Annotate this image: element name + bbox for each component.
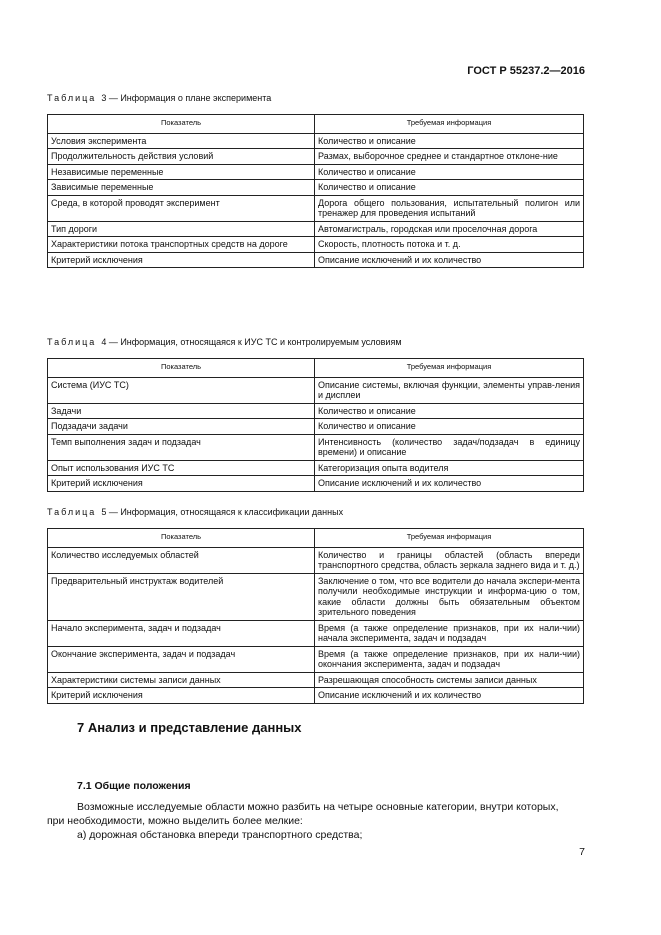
table4-col2-header: Требуемая информация — [315, 359, 584, 378]
subsection-heading: 7.1 Общие положения — [77, 780, 191, 792]
table-cell: Дорога общего пользования, испытательный полигон или тренажер для проведения испытаний — [315, 195, 584, 221]
table3-header-row — [48, 115, 584, 134]
table5-caption — [47, 507, 343, 517]
table-cell: Критерий исключения — [48, 476, 315, 492]
table-cell: Независимые переменные — [48, 164, 315, 180]
table-row — [48, 688, 584, 704]
table5-col2-header: Требуемая информация — [315, 529, 584, 548]
table-cell: Заключение о том, что все водители до начала экспери-мента получили необходимые инструкции и информа-цию о том, какие области должны быть обязательным объектом зрительного поведения — [315, 573, 584, 620]
table-row — [48, 252, 584, 268]
table-cell: Размах, выборочное среднее и стандартное отклоне-ние — [315, 149, 584, 165]
table-row — [48, 403, 584, 419]
table-cell: Характеристики потока транспортных средств на дороге — [48, 237, 315, 253]
table-cell: Разрешающая способность системы записи данных — [315, 672, 584, 688]
table-cell: Зависимые переменные — [48, 180, 315, 196]
list-item-a: а) дорожная обстановка впереди транспортного средства; — [77, 829, 363, 841]
table-cell: Описание системы, включая функции, элементы управ-ления и дисплеи — [315, 377, 584, 403]
table-cell: Количество и описание — [315, 164, 584, 180]
table-cell: Количество и описание — [315, 419, 584, 435]
table-row — [48, 195, 584, 221]
table5-caption-text: 5 — Информация, относящаяся к классификации данных — [101, 507, 344, 517]
table5-caption-label: Таблица — [47, 507, 97, 517]
table-cell: Категоризация опыта водителя — [315, 460, 584, 476]
table3 — [47, 114, 584, 268]
table-cell: Количество и границы областей (область впереди транспортного средства, область зеркала заднего вида и т. д.) — [315, 547, 584, 573]
table-row — [48, 573, 584, 620]
table4-col1-header: Показатель — [48, 359, 315, 378]
paragraph-line-1: Возможные исследуемые области можно разбить на четыре основные категории, внутри которых, — [77, 801, 559, 813]
page-number: 7 — [579, 846, 585, 858]
table-cell: Темп выполнения задач и подзадач — [48, 434, 315, 460]
table-row — [48, 672, 584, 688]
table-cell: Опыт использования ИУС ТС — [48, 460, 315, 476]
table-cell: Тип дороги — [48, 221, 315, 237]
table-cell: Условия эксперимента — [48, 133, 315, 149]
table-row — [48, 419, 584, 435]
table-cell: Критерий исключения — [48, 688, 315, 704]
table4 — [47, 358, 584, 492]
table5-header-row — [48, 529, 584, 548]
table-cell: Продолжительность действия условий — [48, 149, 315, 165]
table-cell: Задачи — [48, 403, 315, 419]
table3-caption-text: 3 — Информация о плане эксперимента — [101, 93, 272, 103]
table-row — [48, 620, 584, 646]
table-row — [48, 377, 584, 403]
table-row — [48, 460, 584, 476]
table-cell: Критерий исключения — [48, 252, 315, 268]
table-cell: Количество и описание — [315, 180, 584, 196]
table-cell: Характеристики системы записи данных — [48, 672, 315, 688]
table4-caption-text: 4 — Информация, относящаяся к ИУС ТС и контролируемым условиям — [101, 337, 402, 347]
table-cell: Скорость, плотность потока и т. д. — [315, 237, 584, 253]
table4-header-row — [48, 359, 584, 378]
table3-caption — [47, 93, 271, 103]
table-cell: Количество и описание — [315, 133, 584, 149]
table3-col1-header: Показатель — [48, 115, 315, 134]
table-row — [48, 133, 584, 149]
table-cell: Окончание эксперимента, задач и подзадач — [48, 646, 315, 672]
table-cell: Описание исключений и их количество — [315, 252, 584, 268]
table-cell: Описание исключений и их количество — [315, 688, 584, 704]
table3-col2-header: Требуемая информация — [315, 115, 584, 134]
table-cell: Время (а также определение признаков, при их нали-чии) окончания эксперимента, задач и подзадач — [315, 646, 584, 672]
table5-col1-header: Показатель — [48, 529, 315, 548]
paragraph-line-2: при необходимости, можно выделить более мелкие: — [47, 815, 303, 827]
table-cell: Автомагистраль, городская или проселочная дорога — [315, 221, 584, 237]
table-cell: Система (ИУС ТС) — [48, 377, 315, 403]
table-cell: Среда, в которой проводят эксперимент — [48, 195, 315, 221]
table-cell: Подзадачи задачи — [48, 419, 315, 435]
table5 — [47, 528, 584, 704]
table4-caption-label: Таблица — [47, 337, 97, 347]
table-row — [48, 237, 584, 253]
table-cell: Количество и описание — [315, 403, 584, 419]
table-row — [48, 476, 584, 492]
section-heading: 7 Анализ и представление данных — [77, 720, 302, 735]
table-cell: Количество исследуемых областей — [48, 547, 315, 573]
table4-caption — [47, 337, 402, 347]
table-row — [48, 164, 584, 180]
table-row — [48, 180, 584, 196]
table-cell: Описание исключений и их количество — [315, 476, 584, 492]
table3-caption-label: Таблица — [47, 93, 97, 103]
table-row — [48, 434, 584, 460]
table-cell: Начало эксперимента, задач и подзадач — [48, 620, 315, 646]
table-cell: Интенсивность (количество задач/подзадач в единицу времени) и описание — [315, 434, 584, 460]
table-row — [48, 221, 584, 237]
table-row — [48, 646, 584, 672]
table-row — [48, 547, 584, 573]
table-row — [48, 149, 584, 165]
table-cell: Время (а также определение признаков, при их нали-чии) начала эксперимента, задач и подзадач — [315, 620, 584, 646]
table-cell: Предварительный инструктаж водителей — [48, 573, 315, 620]
standard-number: ГОСТ Р 55237.2—2016 — [467, 65, 585, 77]
